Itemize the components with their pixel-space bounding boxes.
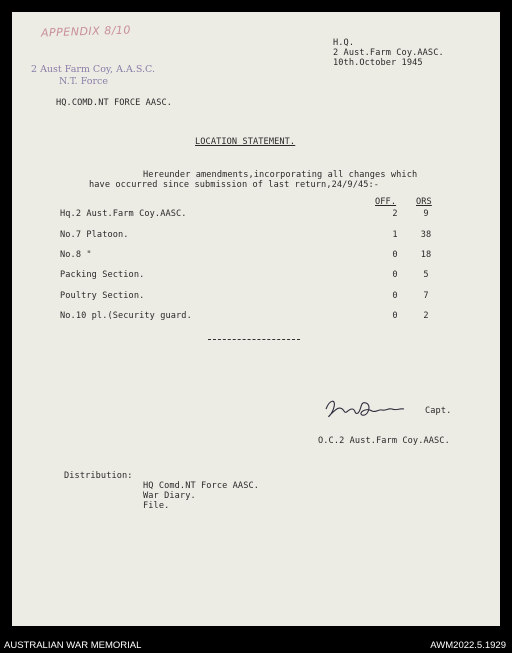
distribution-label: Distribution: [64, 471, 133, 481]
table-row [60, 230, 440, 242]
table-row [60, 311, 440, 323]
table-row [60, 209, 440, 221]
signature-mark [322, 395, 422, 425]
unit-stamp-line1: 2 Aust Farm Coy, A.A.S.C. [31, 64, 155, 75]
distribution-item: File. [143, 501, 170, 511]
row-ors: 7 [423, 291, 429, 301]
hq-label: H.Q. [333, 38, 355, 48]
table-row [60, 291, 440, 303]
column-header-ors: ORS [416, 197, 432, 207]
row-off: 1 [392, 230, 398, 240]
signature [322, 395, 422, 429]
row-off: 2 [392, 209, 398, 219]
row-label: No.7 Platoon. [60, 230, 129, 240]
row-ors: 9 [423, 209, 429, 219]
row-off: 0 [392, 291, 398, 301]
signer-rank: Capt. [425, 406, 452, 416]
row-label: Poultry Section. [60, 291, 145, 301]
row-ors: 5 [423, 270, 429, 280]
row-off: 0 [392, 270, 398, 280]
footer-institution: AUSTRALIAN WAR MEMORIAL [4, 640, 142, 651]
row-label: No.8 " [60, 250, 92, 260]
document-page [12, 12, 500, 626]
row-ors: 38 [420, 230, 432, 240]
row-off: 0 [392, 311, 398, 321]
intro-line-2: have occurred since submission of last return,24/9/45:- [89, 180, 380, 190]
document-title: LOCATION STATEMENT. [195, 137, 296, 147]
signer-title: O.C.2 Aust.Farm Coy.AASC. [318, 436, 450, 446]
distribution-item: HQ Comd.NT Force AASC. [143, 481, 260, 491]
row-ors: 2 [423, 311, 429, 321]
handwritten-appendix-note: APPENDIX 8/10 [40, 23, 132, 40]
row-label: Packing Section. [60, 270, 145, 280]
unit-stamp-line2: N.T. Force [59, 76, 108, 87]
intro-line-1: Hereunder amendments,incorporating all changes which [143, 170, 418, 180]
addressee: HQ.COMD.NT FORCE AASC. [56, 98, 173, 108]
distribution-item: War Diary. [143, 491, 196, 501]
row-off: 0 [392, 250, 398, 260]
document-date: 10th.October 1945 [333, 58, 423, 68]
table-row [60, 250, 440, 262]
row-label: No.10 pl.(Security guard. [60, 311, 192, 321]
column-header-off: OFF. [375, 197, 397, 207]
section-divider [208, 339, 300, 340]
from-unit: 2 Aust.Farm Coy.AASC. [333, 48, 444, 58]
row-ors: 18 [420, 250, 432, 260]
footer-accession-number: AWM2022.5.1929 [430, 640, 506, 651]
table-row [60, 270, 440, 282]
row-label: Hq.2 Aust.Farm Coy.AASC. [60, 209, 187, 219]
